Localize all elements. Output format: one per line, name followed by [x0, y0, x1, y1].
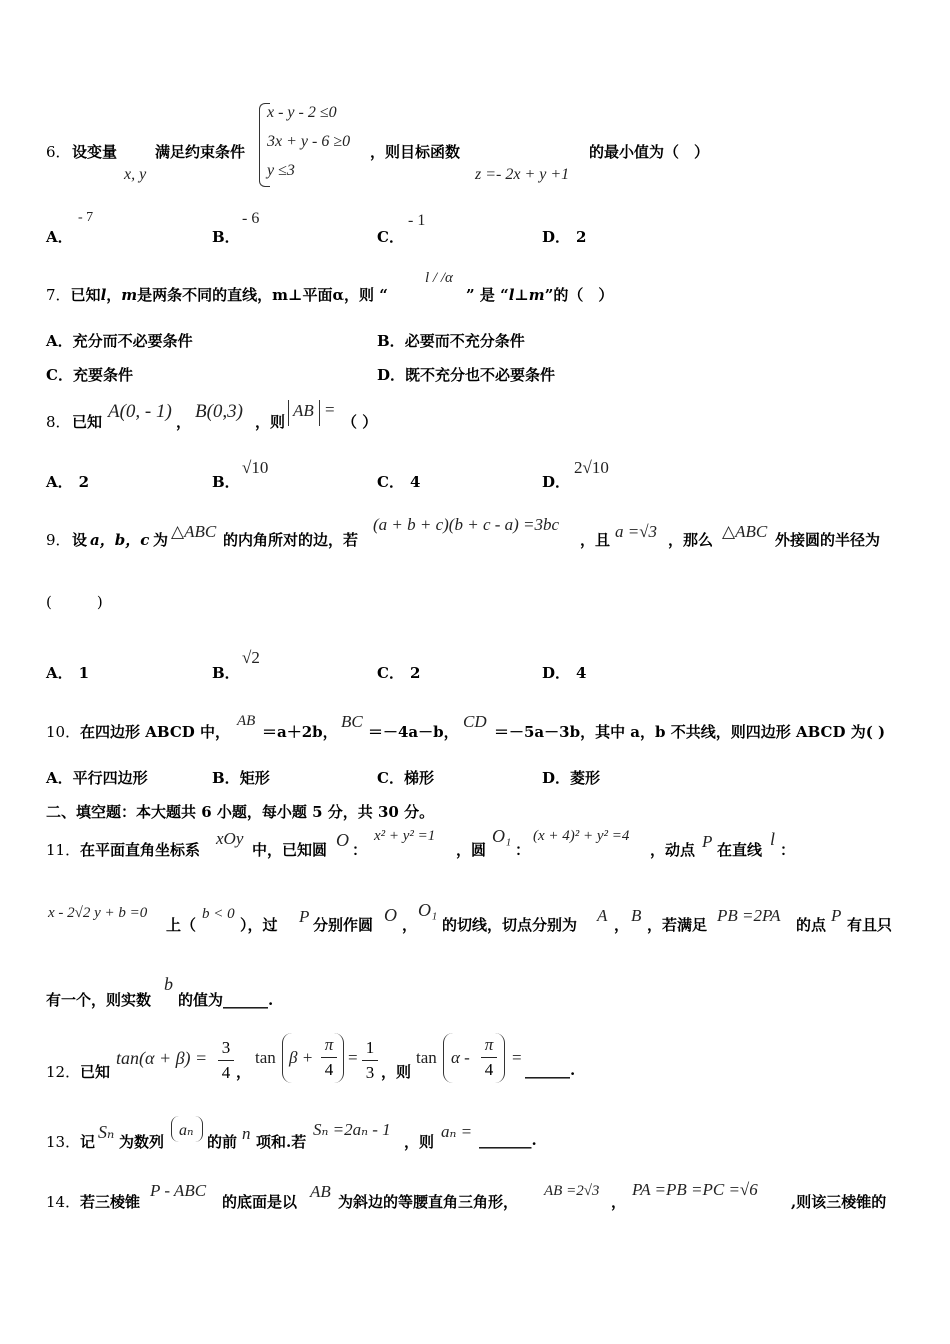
option-label: D．: [542, 769, 571, 787]
q14-number: 14．: [46, 1193, 81, 1211]
q12-fraction-1: [218, 1038, 234, 1083]
q6-option-c-value: - 1: [408, 212, 426, 229]
q6-constraint-2: 3x + y - 6 ≥0: [267, 133, 351, 150]
q8-option-d[interactable]: [542, 471, 570, 492]
q12-alpha-minus: α -: [451, 1048, 470, 1067]
q11-text-5: ：: [515, 841, 531, 859]
q11-condition: PB =2PA: [717, 906, 781, 925]
q7-number: 7．: [46, 286, 71, 304]
q8-sep: ，: [176, 413, 192, 431]
q11-text-14: ，: [614, 916, 630, 934]
q11-point-b: B: [631, 906, 642, 925]
q9-number: 9．: [46, 531, 71, 549]
q11-text-19: 的值为______.: [178, 991, 274, 1009]
q13-answer-blank[interactable]: _______.: [479, 1131, 537, 1149]
q13-text-4: 项和.若: [256, 1133, 307, 1151]
q11-eq-o: x² + y² =1: [374, 828, 436, 844]
q9-text-5: ，那么: [668, 531, 714, 549]
option-label: C．: [377, 769, 404, 787]
q10-eq-2: ＝－4a－b，: [368, 723, 459, 741]
q11-circle-o-2: O: [384, 905, 397, 925]
q12-pi: π: [324, 1035, 334, 1054]
q13-sn: Sₙ: [98, 1122, 115, 1142]
q12-fraction-2: [362, 1038, 378, 1083]
q12-fraction-1-den: 4: [221, 1063, 231, 1082]
q8-option-c[interactable]: [377, 471, 420, 492]
q9-abc: a，b，c: [90, 531, 150, 549]
option-label: B．: [212, 664, 240, 682]
option-label: D．: [542, 228, 571, 246]
q11-b: b: [164, 974, 173, 994]
q11-text-16: 的点: [796, 916, 827, 934]
q13-text-5: ，则: [404, 1133, 435, 1151]
q12-text-2: ，则: [381, 1063, 412, 1081]
q9-triangle-2: △ABC: [722, 522, 768, 541]
option-value: 2: [576, 228, 587, 246]
q7-m: m: [121, 286, 138, 304]
q13-an-eq: aₙ =: [441, 1122, 473, 1141]
q12-four: 4: [324, 1060, 334, 1079]
q14-text-5: ,则该三棱锥的: [791, 1193, 887, 1211]
q12-number: 12．: [46, 1063, 81, 1081]
q9-text-2: 为: [153, 531, 169, 549]
option-value: 菱形: [570, 769, 601, 787]
q10-vector-cd: CD: [463, 712, 487, 731]
q8-number: 8．: [46, 413, 71, 431]
q10-vector-ab: AB: [237, 713, 256, 729]
q8-point-b: B(0,3): [195, 401, 244, 422]
option-value: 既不充分也不必要条件: [405, 366, 556, 384]
q6-option-c[interactable]: [377, 226, 404, 247]
q11-text-7: 在直线: [717, 841, 763, 859]
q7-option-c[interactable]: [46, 364, 133, 385]
q11-eq-o1: (x + 4)² + y² =4: [533, 828, 630, 844]
q12-text-1: 已知: [80, 1063, 111, 1081]
q13-an: aₙ: [179, 1122, 194, 1139]
q12-beta-plus: β +: [289, 1048, 314, 1067]
option-label: A．: [46, 332, 73, 350]
option-value: 充分而不必要条件: [72, 332, 193, 350]
q14-ab-value: AB =2√3: [544, 1183, 600, 1199]
q7-option-b[interactable]: [377, 330, 525, 351]
q11-text-8: ：: [780, 841, 796, 859]
option-value: 平行四边形: [72, 769, 148, 787]
q12-pi-2: π: [484, 1035, 494, 1054]
option-value: 4: [409, 473, 421, 491]
q6-constraint-3: y ≤3: [267, 162, 295, 179]
option-value: 必要而不充分条件: [404, 332, 525, 350]
q9-a-value: a =√3: [615, 522, 658, 541]
q7-text-5: l⊥m: [508, 286, 545, 304]
q9-option-d[interactable]: [542, 662, 586, 683]
q12-fraction-1-num: 3: [221, 1038, 231, 1057]
option-label: A．: [46, 228, 73, 246]
q8-point-a: A(0, - 1): [108, 401, 172, 422]
q9-triangle: △ABC: [171, 522, 217, 541]
q7-text-3: m⊥平面α，则 “: [272, 286, 388, 304]
q13-number: 13．: [46, 1133, 81, 1151]
section-2-heading: 二、填空题：本大题共 6 小题，每小题 5 分，共 30 分。: [46, 803, 435, 821]
option-label: A．: [46, 473, 73, 491]
q7-text-6: ”的（ ）: [544, 286, 614, 304]
q7-comma: ，: [106, 286, 122, 304]
q9-text-6: 外接圆的半径为: [775, 531, 881, 549]
q13-n: n: [242, 1124, 251, 1143]
q11-text-13: 的切线，切点分别为: [442, 916, 578, 934]
q8-option-d-value: 2√10: [574, 458, 609, 477]
q11-number: 11．: [46, 841, 81, 859]
q11-text-4: ，圆: [456, 841, 487, 859]
q14-ab: AB: [310, 1182, 331, 1201]
q6-text-3: ，则目标函数: [370, 143, 461, 161]
q11-xoy: xOy: [216, 829, 244, 848]
q12-answer-blank[interactable]: ______.: [525, 1061, 576, 1079]
q10-option-b[interactable]: [212, 767, 270, 788]
q12-tan-2: tan: [416, 1048, 437, 1067]
q9-paren: ( ): [46, 593, 103, 611]
q8-text-3: （ ）: [342, 413, 378, 431]
q11-text-6: ，动点: [650, 841, 696, 859]
q9-text-1: 设: [72, 531, 88, 549]
q12-four-2: 4: [484, 1060, 494, 1079]
option-label: D．: [377, 366, 406, 384]
option-value: 梯形: [403, 769, 434, 787]
option-label: D．: [542, 664, 571, 682]
q8-option-a[interactable]: [46, 471, 89, 492]
q11-point-p-3: P: [831, 906, 842, 925]
q14-pa-pb-pc: PA =PB =PC =√6: [632, 1180, 758, 1199]
q10-eq-3: ＝－5a－3b，其中 a，b 不共线，则四边形 ABCD 为( ): [494, 723, 886, 741]
option-value: 充要条件: [72, 366, 133, 384]
q14-text-4: ，: [611, 1193, 627, 1211]
q11-text-15: ，若满足: [647, 916, 708, 934]
q6-text-1: 设变量: [72, 143, 118, 161]
q8-option-b-value: √10: [242, 458, 269, 477]
q11-line-equation: x - 2√2 y + b =0: [48, 905, 148, 921]
q10-option-c[interactable]: [377, 767, 434, 788]
q11-text-9: 上（: [166, 916, 197, 934]
q7-l: l: [100, 286, 107, 304]
option-value: 1: [78, 664, 90, 682]
option-label: B．: [212, 228, 240, 246]
q8-text-1: 已知: [72, 413, 103, 431]
q11-circle-o1: O₁: [492, 826, 512, 846]
option-label: C．: [377, 664, 404, 682]
q10-vector-bc: BC: [341, 712, 363, 731]
option-label: C．: [377, 228, 404, 246]
q11-text-3: ：: [352, 841, 368, 859]
q11-b-condition: b < 0: [202, 906, 235, 922]
q10-number: 10．: [46, 723, 81, 741]
q9-option-c[interactable]: [377, 662, 420, 683]
q7-text-2: 是两条不同的直线，: [137, 286, 273, 304]
q7-line: [46, 284, 388, 305]
q12-eq: =: [348, 1048, 358, 1067]
q13-text-3: 的前: [207, 1133, 238, 1151]
option-value: 2: [409, 664, 421, 682]
q9-option-a[interactable]: [46, 662, 89, 683]
q11-text-10: ），过: [240, 916, 278, 934]
q7-option-d[interactable]: [377, 364, 555, 385]
q9-text-3: 的内角所对的边，若: [223, 531, 359, 549]
q14-text-2: 的底面是以: [222, 1193, 298, 1211]
q6-text-2: 满足约束条件: [155, 143, 246, 161]
q13-text-2: 为数列: [119, 1133, 165, 1151]
q10-text-1: 在四边形 ABCD 中，: [80, 723, 230, 741]
q12-tan-1: tan: [255, 1048, 276, 1067]
q12-pi-over-4: [321, 1035, 337, 1080]
q7-text-4: ” 是 “: [466, 286, 509, 304]
option-label: C．: [46, 366, 73, 384]
q7-text-1: 已知: [70, 286, 101, 304]
q13-text-1: 记: [80, 1133, 96, 1151]
q6-option-b[interactable]: [212, 226, 240, 247]
q12-eq-2: =: [512, 1048, 522, 1067]
q11-text-11: 分别作圆: [313, 916, 374, 934]
q11-text-1: 在平面直角坐标系: [80, 841, 201, 859]
q10-eq-1: ＝a＋2b，: [262, 723, 338, 741]
q11-text-12: ，: [402, 916, 418, 934]
q14-pyramid: P - ABC: [150, 1181, 207, 1200]
q14-text-1: 若三棱锥: [80, 1193, 141, 1211]
q6-constraint-1: x - y - 2 ≤0: [267, 104, 337, 121]
q9-option-b-value: √2: [242, 648, 260, 667]
q11-text-18: 有一个，则实数: [46, 991, 152, 1009]
q6-option-b-value: - 6: [242, 210, 260, 227]
option-label: D．: [542, 473, 571, 491]
q11-circle-o: O: [336, 830, 349, 850]
q10-option-a[interactable]: [46, 767, 148, 788]
q6-objective: z =- 2x + y +1: [475, 166, 570, 183]
q9-equation: (a + b + c)(b + c - a) =3bc: [373, 515, 560, 534]
option-label: B．: [377, 332, 405, 350]
q7-line-end: [466, 284, 613, 305]
q12-pi-over-4-2: [481, 1035, 497, 1080]
q8-ab: AB: [293, 401, 314, 420]
q12-expr-1: tan(α + β) =: [116, 1048, 208, 1068]
q6-text-4: 的最小值为（ ）: [589, 143, 710, 161]
option-value: 矩形: [239, 769, 270, 787]
q14-text-3: 为斜边的等腰直角三角形，: [338, 1193, 519, 1211]
q11-point-p-2: P: [299, 907, 310, 926]
q6-vars: x, y: [124, 166, 147, 183]
q7-option-a[interactable]: [46, 330, 193, 351]
option-label: A．: [46, 664, 73, 682]
q6-option-a[interactable]: [46, 226, 73, 247]
option-label: B．: [212, 769, 240, 787]
option-label: C．: [377, 473, 404, 491]
q6-option-d[interactable]: [542, 226, 586, 247]
q8-text-2: ，则: [255, 413, 286, 431]
q12-comma: ，: [236, 1063, 252, 1081]
q9-option-b[interactable]: [212, 662, 240, 683]
q9-text-4: ，且: [580, 531, 611, 549]
q6-option-a-value: - 7: [78, 210, 94, 225]
q11-line-l: l: [770, 829, 776, 849]
q12-fraction-2-den: 3: [365, 1063, 375, 1082]
option-label: B．: [212, 473, 240, 491]
q6-number: 6．: [46, 143, 71, 161]
q10-option-d[interactable]: [542, 767, 600, 788]
q11-point-p: P: [702, 832, 713, 851]
q8-option-b[interactable]: [212, 471, 240, 492]
q8-eq: =: [325, 400, 335, 419]
q7-condition: l / /α: [425, 270, 453, 286]
q11-text-2: 中，已知圆: [252, 841, 328, 859]
q12-fraction-2-num: 1: [365, 1038, 375, 1057]
option-value: 2: [78, 473, 90, 491]
option-value: 4: [576, 664, 587, 682]
q11-text-17: 有且只: [847, 916, 893, 934]
q13-relation: Sₙ =2aₙ - 1: [313, 1120, 391, 1139]
option-label: A．: [46, 769, 73, 787]
q11-circle-o1-2: O₁: [418, 900, 438, 920]
q11-point-a: A: [597, 906, 608, 925]
